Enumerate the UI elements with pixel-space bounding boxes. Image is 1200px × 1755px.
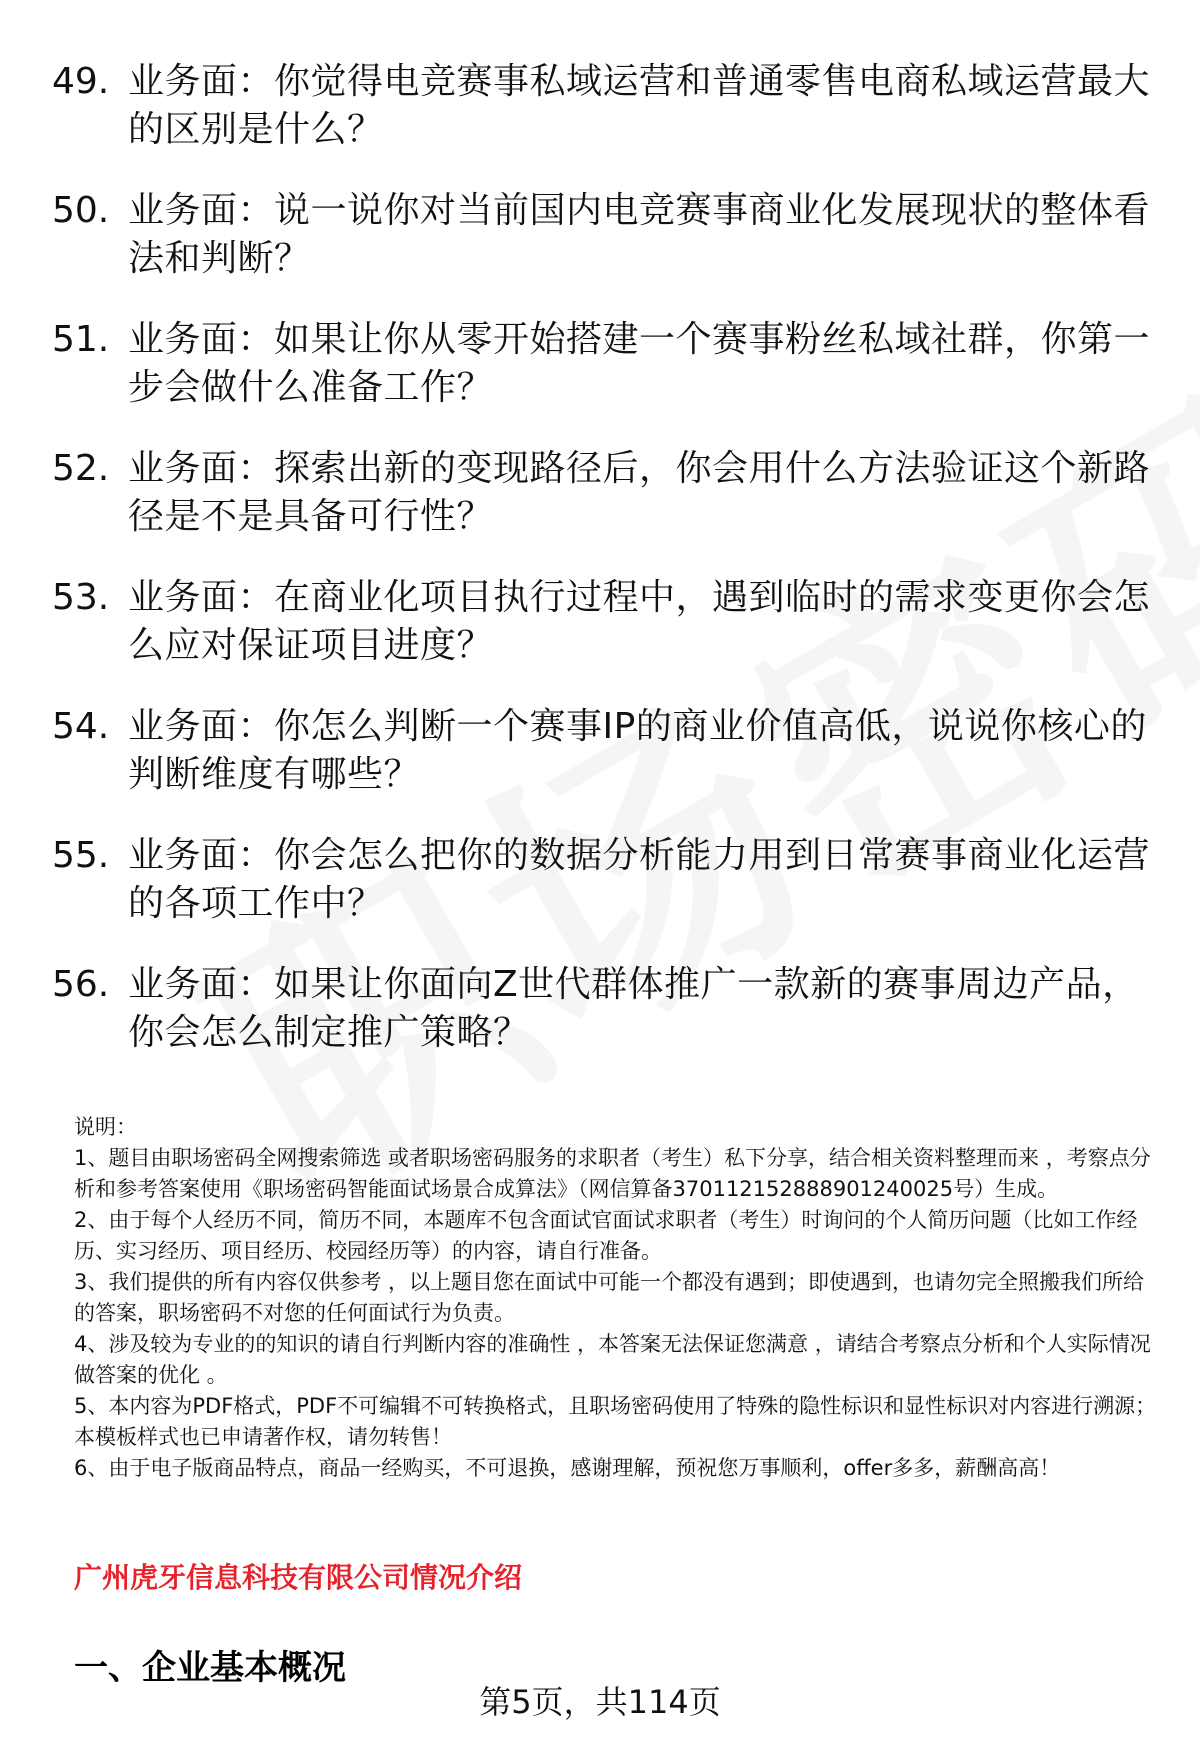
note-item: 2、由于每个人经历不同，简历不同，本题库不包含面试官面试求职者（考生）时询问的个人简历问题（比如工作经历、实习经历、项目经历、校园经历等）的内容，请自行准备。 <box>74 1208 1138 1263</box>
question-item <box>52 961 1162 1057</box>
question-text: 业务面：如果让你面向Z世代群体推广一款新的赛事周边产品，你会怎么制定推广策略？ <box>128 964 1139 1053</box>
question-item <box>52 58 1162 154</box>
question-item <box>52 316 1162 412</box>
question-number: 52. <box>52 448 110 489</box>
question-number: 54. <box>52 706 110 747</box>
question-text: 业务面：如果让你从零开始搭建一个赛事粉丝私域社群，你第一步会做什么准备工作？ <box>128 319 1151 408</box>
question-text: 业务面：说一说你对当前国内电竞赛事商业化发展现状的整体看法和判断？ <box>128 190 1151 279</box>
question-number: 49. <box>52 61 110 102</box>
notes-title: 说明： <box>74 1115 137 1139</box>
question-number: 53. <box>52 577 110 618</box>
note-item: 1、题目由职场密码全网搜索筛选 或者职场密码服务的求职者（考生）私下分享，结合相关资料整理而来 ，考察点分析和参考答案使用《职场密码智能面试场景合成算法》（网信算备370112152888901240025号）生成。 <box>74 1146 1151 1201</box>
question-item <box>52 187 1162 283</box>
note-item: 4、涉及较为专业的的知识的请自行判断内容的准确性 ，本答案无法保证您满意 ，请结合考察点分析和个人实际情况做答案的优化 。 <box>74 1332 1151 1387</box>
question-text: 业务面：你觉得电竞赛事私域运营和普通零售电商私域运营最大的区别是什么？ <box>128 61 1151 150</box>
note-item: 3、我们提供的所有内容仅供参考 ，以上题目您在面试中可能一个都没有遇到；即使遇到，也请勿完全照搬我们所给的答案，职场密码不对您的任何面试行为负责。 <box>74 1270 1145 1325</box>
question-item <box>52 703 1162 799</box>
question-text: 业务面：你怎么判断一个赛事IP的商业价值高低，说说你核心的判断维度有哪些？ <box>128 706 1147 795</box>
section-heading: 一、企业基本概况 <box>74 1648 346 1688</box>
question-list <box>52 58 1162 1090</box>
question-text: 业务面：在商业化项目执行过程中，遇到临时的需求变更你会怎么应对保证项目进度？ <box>128 577 1151 666</box>
question-number: 55. <box>52 835 110 876</box>
question-text: 业务面：探索出新的变现路径后，你会用什么方法验证这个新路径是不是具备可行性？ <box>128 448 1151 537</box>
note-item: 6、由于电子版商品特点，商品一经购买，不可退换，感谢理解，预祝您万事顺利，offer多多，薪酬高高！ <box>74 1456 1061 1480</box>
question-text: 业务面：你会怎么把你的数据分析能力用到日常赛事商业化运营的各项工作中？ <box>128 835 1151 924</box>
notes-section <box>74 1112 1164 1484</box>
question-item <box>52 445 1162 541</box>
question-number: 51. <box>52 319 110 360</box>
note-item: 5、本内容为PDF格式，PDF不可编辑不可转换格式，且职场密码使用了特殊的隐性标识和显性标识对内容进行溯源；本模板样式也已申请著作权，请勿转售！ <box>74 1394 1157 1449</box>
question-number: 50. <box>52 190 110 231</box>
question-number: 56. <box>52 964 110 1005</box>
question-item <box>52 832 1162 928</box>
page-number-footer: 第5页，共114页 <box>479 1683 721 1721</box>
company-heading: 广州虎牙信息科技有限公司情况介绍 <box>74 1561 523 1594</box>
question-item <box>52 574 1162 670</box>
